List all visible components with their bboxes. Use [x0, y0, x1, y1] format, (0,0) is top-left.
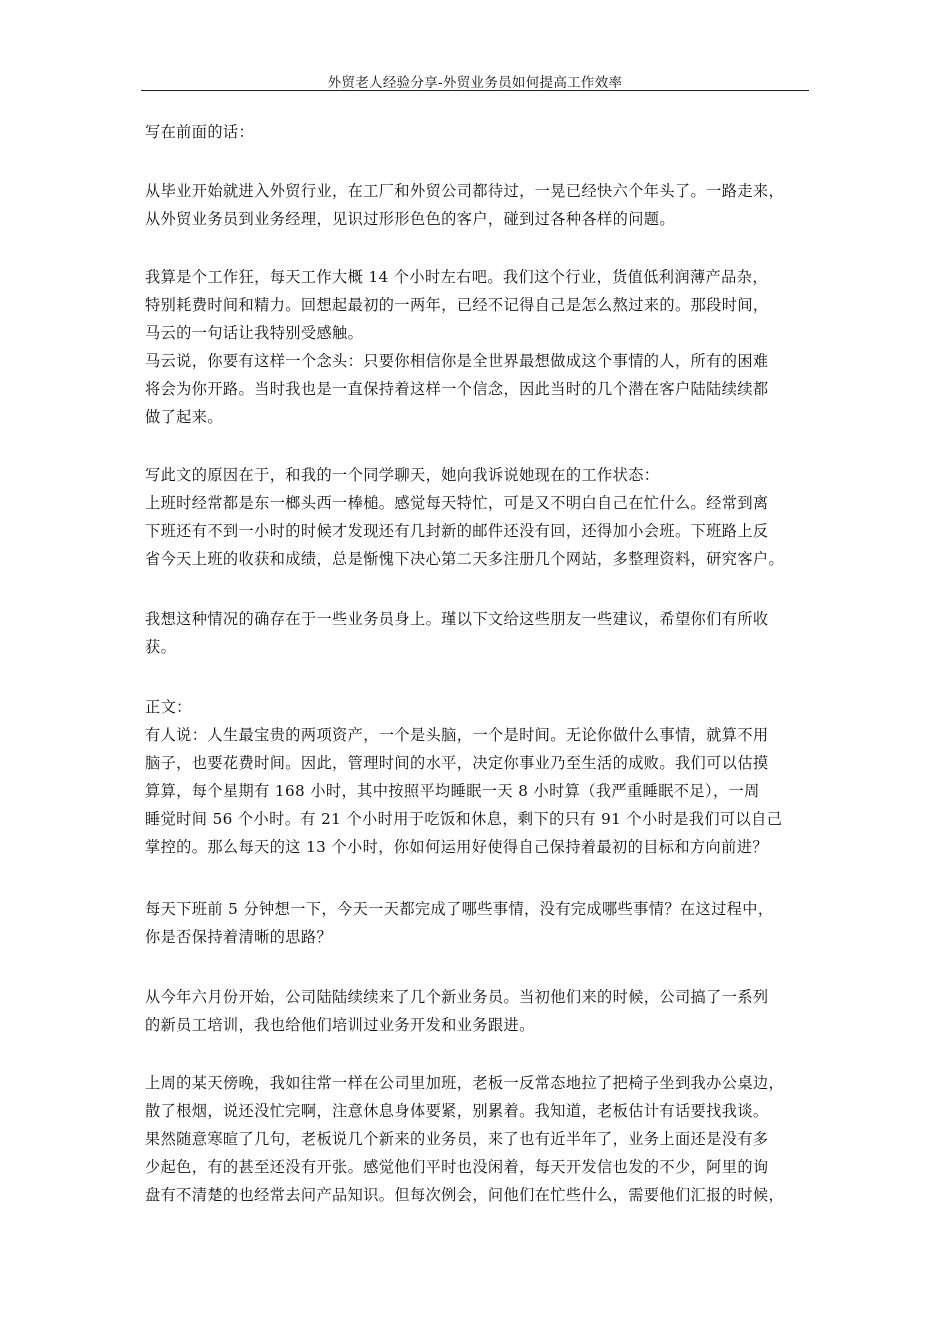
section-heading-preface: 写在前面的话： — [145, 123, 255, 141]
section-heading-body: 正文： — [145, 698, 192, 716]
text-line: 下班还有不到一小时的时候才发现还有几封新的邮件还没有回，还得加小会班。下班路上反 — [145, 522, 769, 540]
text-line: 上班时经常都是东一榔头西一棒槌。感觉每天特忙，可是又不明白自己在忙什么。经常到离 — [145, 494, 769, 512]
header-title: 外贸老人经验分享-外贸业务员如何提高工作效率 — [327, 75, 623, 91]
text-line: 你是否保持着清晰的思路？ — [145, 928, 333, 946]
page-header — [141, 70, 809, 91]
text-line: 掌控的。那么每天的这 13 个小时，你如何运用好使得自己保持着最初的目标和方向前进？ — [145, 838, 768, 856]
text-line: 有人说：人生最宝贵的两项资产，一个是头脑，一个是时间。无论你做什么事情，就算不用 — [145, 726, 769, 744]
text-line: 从今年六月份开始，公司陆陆续续来了几个新业务员。当初他们来的时候，公司搞了一系列 — [145, 988, 769, 1006]
text-line: 散了根烟，说还没忙完啊，注意休息身体要紧，别累着。我知道，老板估计有话要找我谈。 — [145, 1102, 769, 1120]
text-line: 马云的一句话让我特别受感触。 — [145, 324, 364, 342]
text-line: 做了起来。 — [145, 408, 223, 426]
text-line: 从毕业开始就进入外贸行业，在工厂和外贸公司都待过，一晃已经快六个年头了。一路走来， — [145, 182, 785, 200]
text-line: 算算，每个星期有 168 小时，其中按照平均睡眠一天 8 小时算（我严重睡眠不足），一周 — [145, 782, 760, 800]
text-line: 睡觉时间 56 个小时。有 21 个小时用于吃饭和休息，剩下的只有 91 个小时是我们可以自己 — [145, 810, 783, 828]
text-line: 果然随意寒暄了几句，老板说几个新来的业务员，来了也有近半年了，业务上面还是没有多 — [145, 1130, 769, 1148]
text-line: 特别耗费时间和精力。回想起最初的一两年，已经不记得自己是怎么熬过来的。那段时间， — [145, 296, 769, 314]
text-line: 脑子，也要花费时间。因此，管理时间的水平，决定你事业乃至生活的成败。我们可以估摸 — [145, 754, 769, 772]
text-line: 少起色，有的甚至还没有开张。感觉他们平时也没闲着，每天开发信也发的不少，阿里的询 — [145, 1158, 769, 1176]
text-line: 省今天上班的收获和成绩，总是惭愧下决心第二天多注册几个网站，多整理资料，研究客户。 — [145, 550, 785, 568]
text-line: 盘有不清楚的也经常去问产品知识。但每次例会，问他们在忙些什么，需要他们汇报的时候， — [145, 1186, 785, 1204]
text-line: 写此文的原因在于，和我的一个同学聊天，她向我诉说她现在的工作状态： — [145, 466, 660, 484]
text-line: 每天下班前 5 分钟想一下，今天一天都完成了哪些事情，没有完成哪些事情？在这过程中， — [145, 900, 774, 918]
text-line: 的新员工培训，我也给他们培训过业务开发和业务跟进。 — [145, 1016, 535, 1034]
text-line: 获。 — [145, 638, 177, 656]
text-line: 从外贸业务员到业务经理，见识过形形色色的客户，碰到过各种各样的问题。 — [145, 210, 675, 228]
text-line: 我想这种情况的确存在于一些业务员身上。瑾以下文给这些朋友一些建议，希望你们有所收 — [145, 610, 769, 628]
text-line: 将会为你开路。当时我也是一直保持着这样一个信念，因此当时的几个潜在客户陆陆续续都 — [145, 380, 769, 398]
text-line: 马云说，你要有这样一个念头：只要你相信你是全世界最想做成这个事情的人，所有的困难 — [145, 352, 769, 370]
text-line: 上周的某天傍晚，我如往常一样在公司里加班，老板一反常态地拉了把椅子坐到我办公桌边， — [145, 1074, 785, 1092]
text-line: 我算是个工作狂，每天工作大概 14 个小时左右吧。我们这个行业，货值低利润薄产品杂， — [145, 268, 768, 286]
